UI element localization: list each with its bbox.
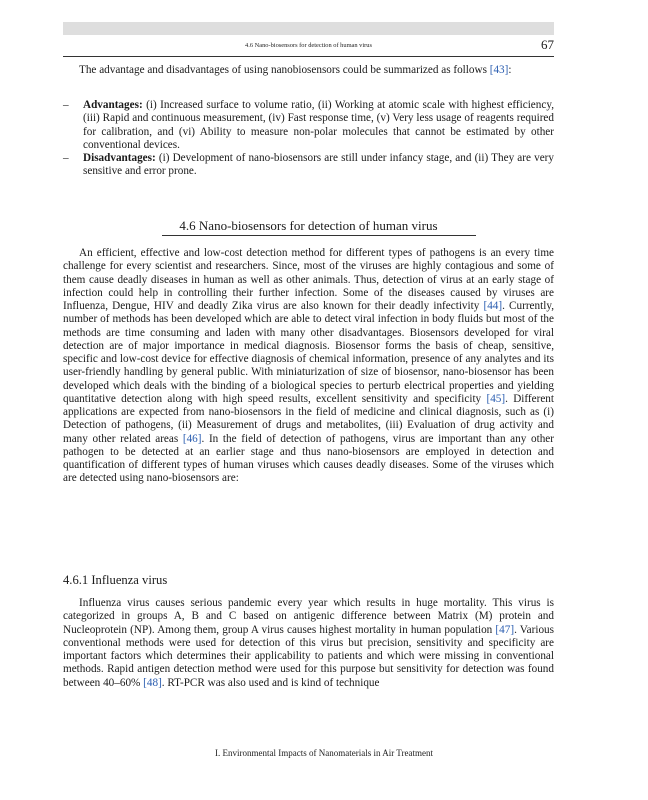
page-footer: I. Environmental Impacts of Nanomaterials in Air Treatment	[215, 748, 433, 758]
disadvantages-text: (i) Development of nano-biosensors are still under infancy stage, and (ii) They are very sensitive and error prone.	[83, 152, 554, 178]
dash-bullet: –	[63, 152, 69, 164]
disadvantages-label: Disadvantages:	[83, 152, 156, 164]
paragraph-text: . Various conventional methods were used for detection of this virus but precision, sensitivity and specificity are important factors which determines their applicability to patients and which were missing in conventional methods. Rapid antigen detection method were used for this purpose but sensitivity for detection was found between 40–60%	[63, 623, 554, 689]
section-paragraph	[63, 247, 554, 486]
pros-cons-list	[63, 99, 554, 179]
citation-46[interactable]: [46]	[182, 432, 202, 445]
intro-tail: :	[508, 64, 512, 76]
citation-47[interactable]: [47]	[495, 623, 515, 636]
advantages-label: Advantages:	[83, 99, 143, 111]
paragraph-text: . Currently, number of methods has been developed which are able to detect viral infection in body fluids but most of the methods are time consuming and laden with many other disadvantages. Biosensors developed for viral detection are of major importance in medical diagnosis. Biosensor forms the basis of cheap, sensitive, specific and low-cost device for effective diagnosis of chemical information, presence of any analytes and its user-friendly handling by general public. With miniaturization of size of biosensor, nano-biosensor has been developed which deals with the binding of a biological species to perturb electrical properties and yielding quantitative detection along with high speed results, excellent sensitivity and specificity	[63, 300, 554, 405]
section-heading-underline	[162, 235, 476, 236]
citation-45[interactable]: [45]	[486, 392, 506, 405]
paragraph-text: . Different applications are expected from nano-biosensors in the field of medicine and clinical diagnosis, such as (i) Detection of pathogens, (ii) Measurement of drugs and metabolites, (iii) Evaluation of drug activity and many other related areas	[63, 392, 555, 445]
citation-44[interactable]: [44]	[483, 300, 503, 312]
intro-text: The advantage and disadvantages of using nanobiosensors could be summarized as follows	[79, 64, 490, 76]
citation-43[interactable]: [43]	[489, 64, 509, 76]
paragraph-text: . RT-PCR was also used and is kind of technique	[161, 676, 380, 689]
dash-bullet: –	[63, 99, 69, 111]
list-item-disadvantages	[63, 152, 554, 179]
intro-paragraph	[63, 64, 554, 77]
paragraph-text: . In the field of detection of pathogens, virus are important than any other pathogen to be detected at an earlier stage and thus nano-biosensors are employed in detection and quantification of different types of human viruses which causes deadly diseases. Some of the viruses which are detected using nano-biosensors are:	[63, 432, 554, 485]
page-header	[63, 37, 554, 55]
subsection-heading: 4.6.1 Influenza virus	[63, 573, 168, 587]
section-heading: 4.6 Nano-biosensors for detection of human virus	[179, 218, 438, 233]
paragraph-text: An efficient, effective and low-cost detection method for different types of pathogens is an every time challenge for every scientist and researchers. Since, most of the viruses are highly contagious and some of them cause deadly diseases in human as well as other animals. Thus, detection of virus at an early stage of infection could help in controlling their further infection. Some of the diseases caused by viruses are Influenza, Dengue, HIV and deadly Zika virus are also known for their deadly infectivity	[63, 247, 554, 312]
influenza-paragraph	[63, 597, 554, 690]
running-title: 4.6 Nano-biosensors for detection of human virus	[245, 42, 372, 49]
advantages-text: (i) Increased surface to volume ratio, (ii) Working at atomic scale with highest efficiency, (iii) Rapid and continuous measurement, (iv) Fast response time, (v) Very less usage of reagents required for calibration, and (vi) Ability to measure non-polar molecules that cannot be estimated by other conventional devices.	[83, 99, 554, 151]
header-gray-bar	[63, 22, 554, 35]
page-number: 67	[541, 37, 554, 52]
header-divider	[63, 56, 554, 57]
citation-48[interactable]: [48]	[143, 676, 162, 689]
paragraph-text: Influenza virus causes serious pandemic every year which results in huge mortality. This virus is categorized in groups A, B and C based on antigenic difference between Matrix (M) protein and Nucleoprotein (NP). Among them, group A virus causes highest mortality in human population	[63, 597, 554, 636]
list-item-advantages	[63, 99, 554, 152]
